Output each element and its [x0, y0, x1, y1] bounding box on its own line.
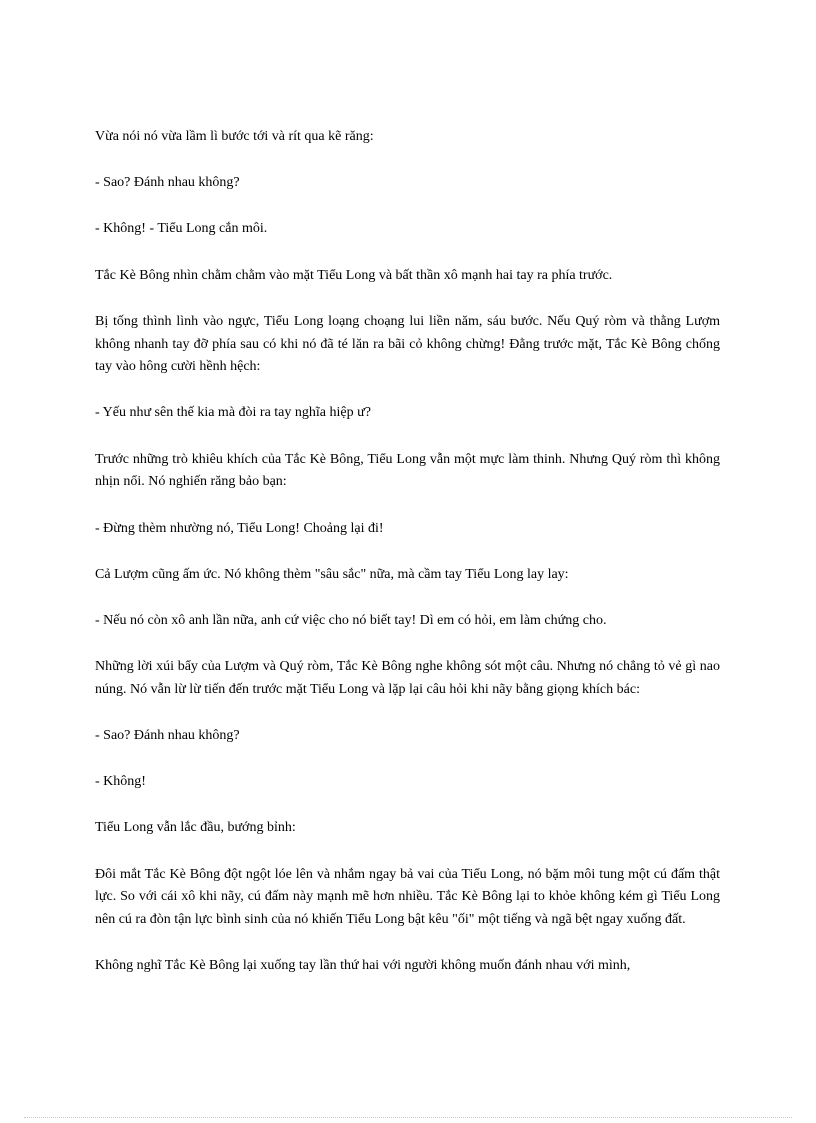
paragraph-16: Không nghĩ Tắc Kè Bông lại xuống tay lần thứ hai với người không muốn đánh nhau với mình,: [95, 958, 631, 974]
page-bottom-divider: [24, 1117, 792, 1118]
paragraph-9: Cả Lượm cũng ấm ức. Nó không thèm "sâu sắc" nữa, mà cầm tay Tiểu Long lay lay:: [95, 566, 569, 582]
paragraph-10: - Nếu nó còn xô anh lần nữa, anh cứ việc cho nó biết tay! Dì em có hỏi, em làm chứng cho.: [95, 612, 607, 628]
paragraph-12: - Sao? Đánh nhau không?: [95, 728, 240, 744]
paragraph-13: - Không!: [95, 774, 146, 790]
paragraph-11: Những lời xúi bẩy của Lượm và Quý ròm, Tắc Kè Bông nghe không sót một câu. Nhưng nó chẳng tỏ vẻ gì nao núng. Nó vẫn lừ lừ tiến đến trước mặt Tiểu Long và lặp lại câu hỏi khi nãy bằng giọng khích bác:: [95, 659, 720, 697]
paragraph-3: - Không! - Tiểu Long cắn môi.: [95, 221, 268, 237]
paragraph-7: Trước những trò khiêu khích của Tắc Kè Bông, Tiểu Long vẫn một mực làm thinh. Nhưng Quý ròm thì không nhịn nổi. Nó nghiến răng bảo bạn:: [95, 451, 720, 490]
paragraph-14: Tiểu Long vẫn lắc đầu, bướng bỉnh:: [95, 820, 296, 836]
paragraph-8: - Đừng thèm nhường nó, Tiểu Long! Choảng lại đi!: [95, 520, 384, 536]
paragraph-15: Đôi mắt Tắc Kè Bông đột ngột lóe lên và nhắm ngay bả vai của Tiểu Long, nó bặm môi tung một cú đấm thật lực. So với cái xô khi nãy, cú đấm này mạnh mẽ hơn nhiều. Tắc Kè Bông lại to khỏe không kém gì Tiểu Long nên cú ra đòn tận lực bình sinh của nó khiến Tiểu Long bật kêu "ối" một tiếng và ngã bệt ngay xuống đất.: [95, 866, 720, 928]
paragraph-5: Bị tống thình lình vào ngực, Tiểu Long loạng choạng lui liền năm, sáu bước. Nếu Quý ròm và thằng Lượm không nhanh tay đỡ phía sau có khi nó đã té lăn ra bãi cỏ không chừng! Đằng trước mặt, Tắc Kè Bông chống tay vào hông cười hềnh hệch:: [95, 313, 720, 375]
paragraph-1: Vừa nói nó vừa lầm lì bước tới và rít qua kẽ răng:: [95, 129, 374, 144]
paragraph-6: - Yếu như sên thế kia mà đòi ra tay nghĩa hiệp ư?: [95, 405, 371, 421]
paragraph-2: - Sao? Đánh nhau không?: [95, 175, 240, 191]
paragraph-4: Tắc Kè Bông nhìn chằm chằm vào mặt Tiểu Long và bất thần xô mạnh hai tay ra phía trước.: [95, 267, 613, 283]
document-body: [95, 126, 720, 1001]
